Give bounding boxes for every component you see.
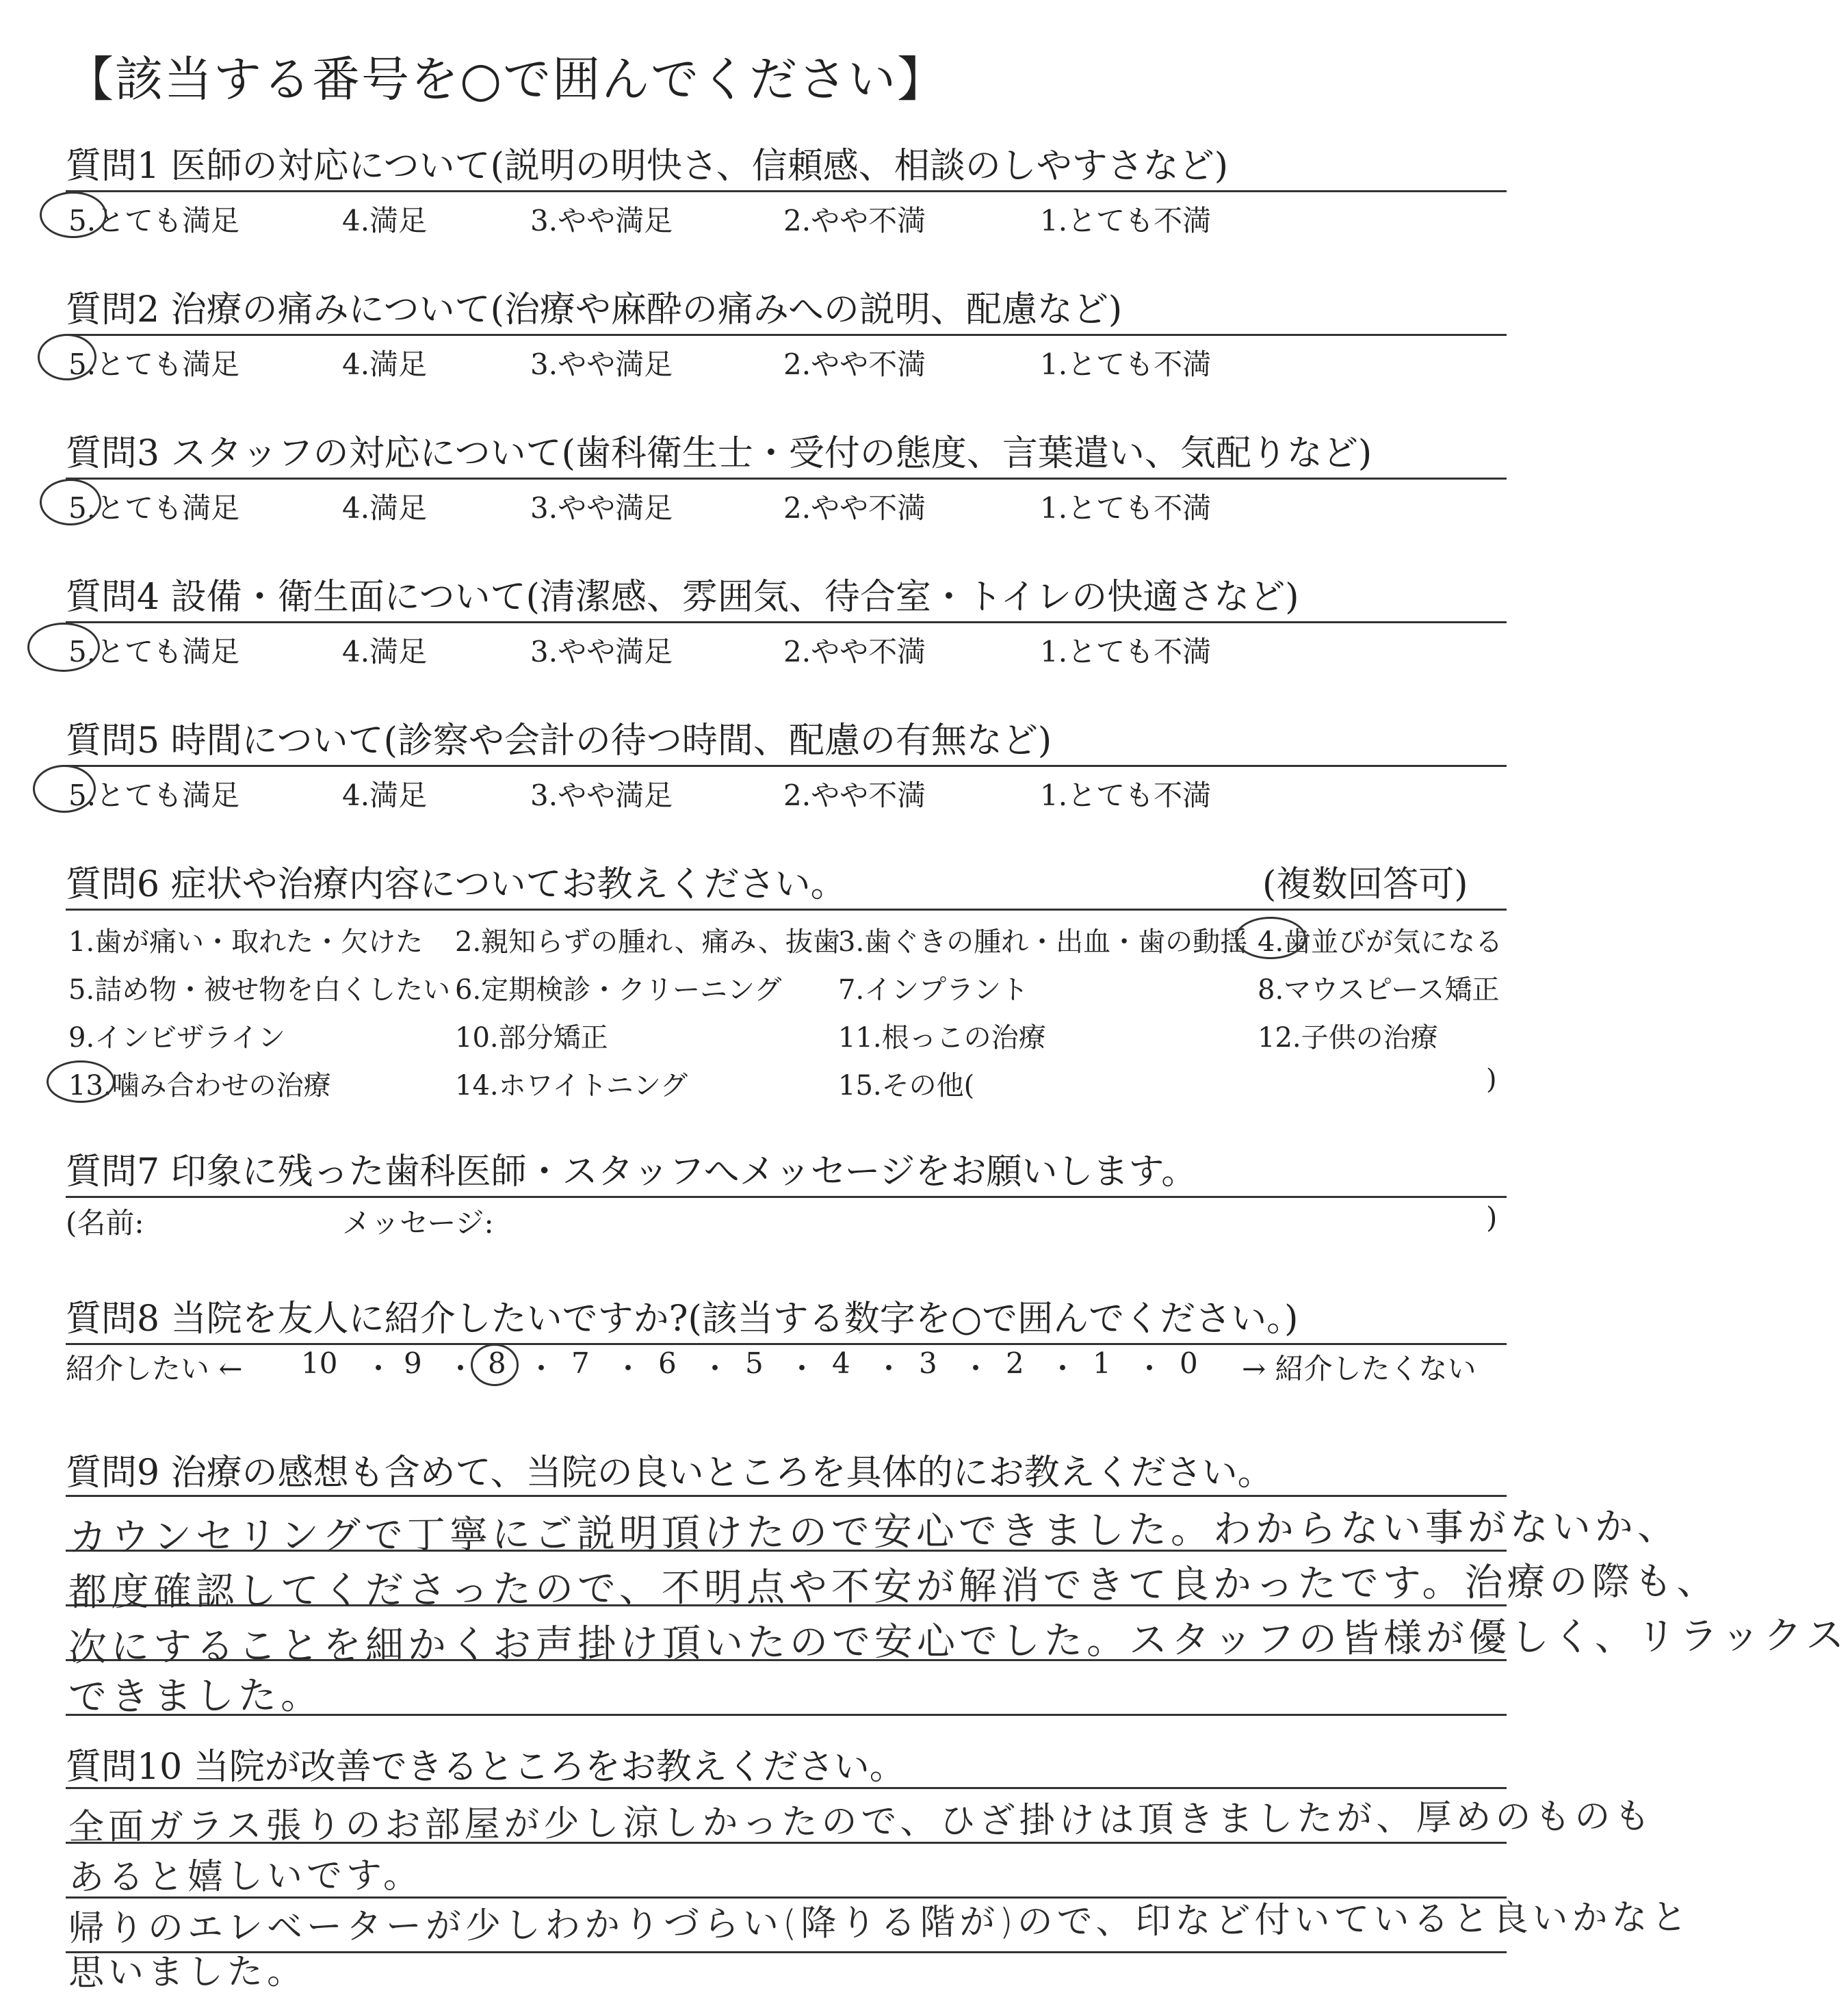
rating-options-row	[0, 486, 1576, 527]
option-5[interactable]: 5.とても満足	[68, 779, 240, 812]
option-5[interactable]: 5.とても満足	[68, 491, 240, 525]
scale-10[interactable]: 10	[301, 1346, 338, 1380]
scale-sep: ・	[614, 1352, 643, 1385]
scale-0[interactable]: 0	[1180, 1346, 1198, 1380]
option-1[interactable]: 1.とても不満	[1040, 491, 1212, 525]
option-4[interactable]: 4.満足	[342, 779, 428, 812]
option-2[interactable]: 2.やや不満	[783, 779, 926, 812]
option-3[interactable]: 3.やや満足	[530, 348, 673, 381]
answer-line: 都度確認してくださったので、不明点や不安が解消できて良かったです。治療の際も、	[68, 1559, 1719, 1615]
question-title: 質問7 印象に残った歯科医師・スタッフへメッセージをお願いします。	[66, 1151, 1197, 1192]
selection-circle	[471, 1344, 519, 1386]
close-paren: )	[1486, 1201, 1498, 1234]
q6-option-1[interactable]: 1.歯が痛い・取れた・欠けた	[68, 926, 424, 958]
option-2[interactable]: 2.やや不満	[783, 204, 926, 237]
q6-option-11[interactable]: 11.根っこの治療	[838, 1022, 1046, 1054]
scale-7[interactable]: 7	[571, 1346, 590, 1380]
q6-option-12[interactable]: 12.子供の治療	[1258, 1022, 1438, 1054]
scale-sep: ・	[1135, 1352, 1164, 1385]
scale-row	[294, 1346, 1232, 1385]
rating-options-row	[0, 629, 1576, 670]
option-5[interactable]: 5.とても満足	[68, 348, 240, 381]
option-4[interactable]: 4.満足	[342, 491, 428, 525]
question-title: 質問3 スタッフの対応について(歯科衛生士・受付の態度、言葉遣い、気配りなど)	[66, 433, 1372, 474]
selection-circle	[38, 334, 96, 380]
answer-line: あると嬉しいです。	[68, 1855, 424, 1899]
name-label: (名前:	[66, 1206, 144, 1240]
answer-line: カウンセリングで丁寧にご説明頂けたので安心できました。わからない事がないか、	[68, 1504, 1680, 1561]
answer-line: 思いました。	[68, 1951, 307, 1994]
scale-3[interactable]: 3	[919, 1346, 937, 1380]
scale-5[interactable]: 5	[745, 1346, 764, 1380]
scale-sep: ・	[527, 1352, 556, 1385]
option-3[interactable]: 3.やや満足	[530, 779, 673, 812]
question-title: 質問6 症状や治療内容についてお教えください。	[66, 864, 846, 905]
scale-1[interactable]: 1	[1093, 1346, 1111, 1380]
question-title: 質問2 治療の痛みについて(治療や麻酔の痛みへの説明、配慮など)	[66, 289, 1123, 330]
scale-4[interactable]: 4	[832, 1346, 850, 1380]
question-title: 質問5 時間について(診察や会計の待つ時間、配慮の有無など)	[66, 720, 1052, 761]
multi-answer-note: (複数回答可)	[1262, 864, 1468, 905]
scale-9[interactable]: 9	[404, 1346, 422, 1380]
rating-options-row	[0, 198, 1576, 239]
q6-option-5[interactable]: 5.詰め物・被せ物を白くしたい	[68, 974, 451, 1006]
answer-line: 帰りのエレベーターが少しわかりづらい(降りる階が)ので、印など付いていると良いかなと	[68, 1896, 1691, 1950]
q6-option-2[interactable]: 2.親知らずの腫れ、痛み、抜歯	[455, 926, 840, 958]
question-title: 質問9 治療の感想も含めて、当院の良いところを具体的にお教えください。	[66, 1452, 1273, 1494]
scale-6[interactable]: 6	[658, 1346, 677, 1380]
q6-option-9[interactable]: 9.インビザライン	[68, 1022, 285, 1054]
selection-circle	[33, 765, 96, 813]
q6-option-14[interactable]: 14.ホワイトニング	[455, 1070, 688, 1101]
question-title: 質問10 当院が改善できるところをお教えください。	[66, 1747, 905, 1788]
selection-circle	[1235, 917, 1306, 959]
option-3[interactable]: 3.やや満足	[530, 491, 673, 525]
scale-sep: ・	[446, 1352, 476, 1385]
question-title: 質問1 医師の対応について(説明の明快さ、信頼感、相談のしやすさなど)	[66, 146, 1229, 187]
option-2[interactable]: 2.やや不満	[783, 635, 926, 668]
scale-sep: ・	[1048, 1352, 1078, 1385]
q6-option-13[interactable]: 13.噛み合わせの治療	[68, 1070, 331, 1101]
scale-sep: ・	[788, 1352, 817, 1385]
question-title: 質問8 当院を友人に紹介したいですか?(該当する数字を○で囲んでください。)	[66, 1299, 1299, 1340]
q6-option-4[interactable]: 4.歯並びが気になる	[1258, 926, 1503, 958]
answer-line: できました。	[68, 1673, 324, 1720]
question-title: 質問4 設備・衛生面について(清潔感、雰囲気、待合室・トイレの快適さなど)	[66, 577, 1299, 618]
scale-sep: ・	[961, 1352, 991, 1385]
option-1[interactable]: 1.とても不満	[1040, 348, 1212, 381]
option-2[interactable]: 2.やや不満	[783, 491, 926, 525]
q6-option-8[interactable]: 8.マウスピース矯正	[1258, 974, 1500, 1006]
scale-8[interactable]: 8	[488, 1346, 506, 1380]
selection-circle	[40, 192, 107, 238]
option-4[interactable]: 4.満足	[342, 348, 428, 381]
option-3[interactable]: 3.やや満足	[530, 635, 673, 668]
rating-options-row	[0, 773, 1576, 814]
q6-option-6[interactable]: 6.定期検診・クリーニング	[455, 974, 782, 1006]
answer-line: 全面ガラス張りのお部屋が少し涼しかったので、ひざ掛けは頂きましたが、厚めのものも	[68, 1795, 1654, 1849]
option-4[interactable]: 4.満足	[342, 635, 428, 668]
selection-circle	[40, 479, 101, 525]
option-1[interactable]: 1.とても不満	[1040, 635, 1212, 668]
q6-option-7[interactable]: 7.インプラント	[838, 974, 1029, 1006]
recommend-label: 紹介したい ←	[66, 1352, 243, 1385]
scale-sep: ・	[701, 1352, 730, 1385]
selection-circle	[47, 1060, 115, 1103]
option-1[interactable]: 1.とても不満	[1040, 204, 1212, 237]
scale-2[interactable]: 2	[1006, 1346, 1024, 1380]
q6-option-15[interactable]: 15.その他(	[838, 1070, 975, 1101]
message-label: メッセージ:	[342, 1206, 494, 1240]
option-5[interactable]: 5.とても満足	[68, 635, 240, 668]
option-5[interactable]: 5.とても満足	[68, 204, 240, 237]
q6-option-10[interactable]: 10.部分矯正	[455, 1022, 608, 1054]
rating-options-row	[0, 342, 1576, 383]
scale-sep: ・	[364, 1352, 393, 1385]
page-header: 【該当する番号を○で囲んでください】	[66, 51, 947, 107]
q6-option-3[interactable]: 3.歯ぐきの腫れ・出血・歯の動揺	[838, 926, 1248, 958]
scale-sep: ・	[874, 1352, 904, 1385]
option-2[interactable]: 2.やや不満	[783, 348, 926, 381]
not-recommend-label: → 紹介したくない	[1242, 1352, 1476, 1385]
answer-line: 次にすることを細かくお声掛け頂いたので安心でした。スタッフの皆様が優しく、リラックス	[68, 1613, 1848, 1671]
option-4[interactable]: 4.満足	[342, 204, 428, 237]
option-1[interactable]: 1.とても不満	[1040, 779, 1212, 812]
selection-circle	[27, 623, 100, 672]
other-close-paren: )	[1486, 1064, 1497, 1095]
option-3[interactable]: 3.やや満足	[530, 204, 673, 237]
